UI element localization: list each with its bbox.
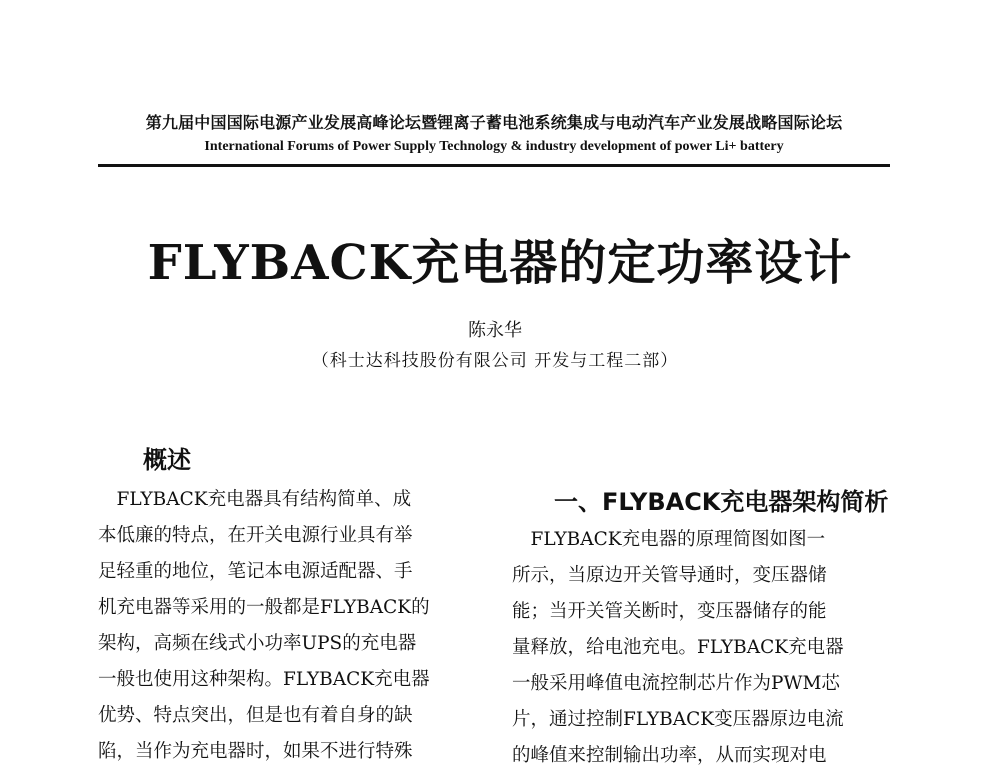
text-line: 能；当开关管关断时，变压器储存的能 xyxy=(512,601,827,622)
text-line: 本低廉的特点，在开关电源行业具有举 xyxy=(98,525,413,546)
text-line: 架构，高频在线式小功率UPS的充电器 xyxy=(98,633,417,654)
text-line: 量释放，给电池充电。FLYBACK充电器 xyxy=(512,637,844,658)
text-line: 优势、特点突出，但是也有着自身的缺 xyxy=(98,705,413,726)
text-line: 一般也使用这种架构。FLYBACK充电器 xyxy=(98,669,430,690)
text-line: 所示，当原边开关管导通时，变压器储 xyxy=(512,565,827,586)
author-name: 陈永华 xyxy=(468,320,522,341)
header-rule xyxy=(98,164,890,167)
conference-title-en: International Forums of Power Supply Technology & industry development of power Li+ battery xyxy=(204,139,784,154)
author-affiliation: （科士达科技股份有限公司 开发与工程二部） xyxy=(311,351,679,371)
text-line: 片，通过控制FLYBACK变压器原边电流 xyxy=(512,709,844,730)
text-line: FLYBACK充电器的原理简图如图一 xyxy=(512,529,826,550)
text-line: 的峰值来控制输出功率，从而实现对电 xyxy=(512,745,827,766)
section-heading-architecture: 一、FLYBACK充电器架构简析 xyxy=(554,488,889,516)
text-line: 足轻重的地位，笔记本电源适配器、手 xyxy=(98,561,413,582)
text-line: 机充电器等采用的一般都是FLYBACK的 xyxy=(98,597,430,618)
right-column-text xyxy=(512,522,902,774)
conference-title-cn: 第九届中国国际电源产业发展高峰论坛暨锂离子蓄电池系统集成与电动汽车产业发展战略国际论坛 xyxy=(145,113,843,132)
left-column-text xyxy=(98,482,488,770)
conference-header xyxy=(98,110,890,155)
text-line: 一般采用峰值电流控制芯片作为PWM芯 xyxy=(512,673,840,694)
paper-title: FLYBACK充电器的定功率设计 xyxy=(147,235,853,291)
section-heading-overview: 概述 xyxy=(143,446,191,474)
text-line: FLYBACK充电器具有结构简单、成 xyxy=(98,489,412,510)
text-line: 陷，当作为充电器时，如果不进行特殊 xyxy=(98,741,413,762)
